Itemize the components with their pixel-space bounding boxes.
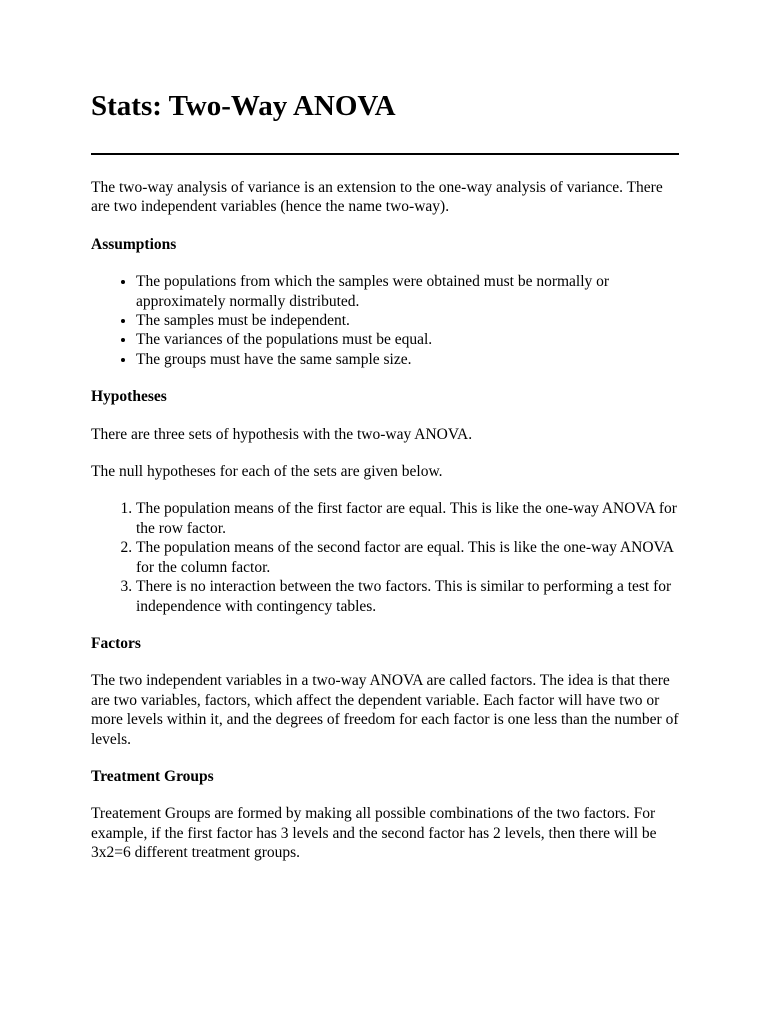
horizontal-rule bbox=[91, 153, 679, 155]
list-item: • The groups must have the same sample size. bbox=[136, 350, 681, 369]
treatment-groups-heading: Treatment Groups bbox=[91, 767, 214, 785]
list-item: 3. There is no interaction between the two factors. This is similar to performing a test for independence with contingency tables. bbox=[136, 577, 681, 616]
assumptions-heading: Assumptions bbox=[91, 235, 177, 253]
treatment-groups-paragraph: Treatement Groups are formed by making all possible combinations of the two factors. For example, if the first factor has 3 levels and the second factor has 2 levels, then there will be 3x2=6 different treatment groups. bbox=[91, 805, 657, 862]
page-title: Stats: Two-Way ANOVA bbox=[91, 90, 396, 122]
document-body bbox=[91, 178, 681, 881]
hypotheses-paragraph-2: The null hypotheses for each of the sets are given below. bbox=[91, 463, 443, 481]
list-item: • The samples must be independent. bbox=[136, 311, 681, 330]
hypotheses-list bbox=[91, 499, 681, 615]
hypotheses-paragraph-1: There are three sets of hypothesis with the two-way ANOVA. bbox=[91, 425, 473, 443]
intro-paragraph: The two-way analysis of variance is an extension to the one-way analysis of variance. There are two independent variables (hence the name two-way). bbox=[91, 179, 663, 216]
list-item: 1. The population means of the first factor are equal. This is like the one-way ANOVA for the row factor. bbox=[136, 499, 681, 538]
factors-heading: Factors bbox=[91, 634, 141, 652]
list-item: • The populations from which the samples were obtained must be normally or approximately normally distributed. bbox=[136, 272, 681, 311]
hypotheses-heading: Hypotheses bbox=[91, 388, 167, 406]
list-item: • The variances of the populations must be equal. bbox=[136, 330, 681, 349]
assumptions-list bbox=[91, 272, 681, 369]
list-item: 2. The population means of the second factor are equal. This is like the one-way ANOVA for the column factor. bbox=[136, 538, 681, 577]
factors-paragraph: The two independent variables in a two-way ANOVA are called factors. The idea is that there are two variables, factors, which affect the dependent variable. Each factor will have two or more levels within it, and the degrees of freedom for each factor is one less than the number of levels. bbox=[91, 672, 679, 748]
